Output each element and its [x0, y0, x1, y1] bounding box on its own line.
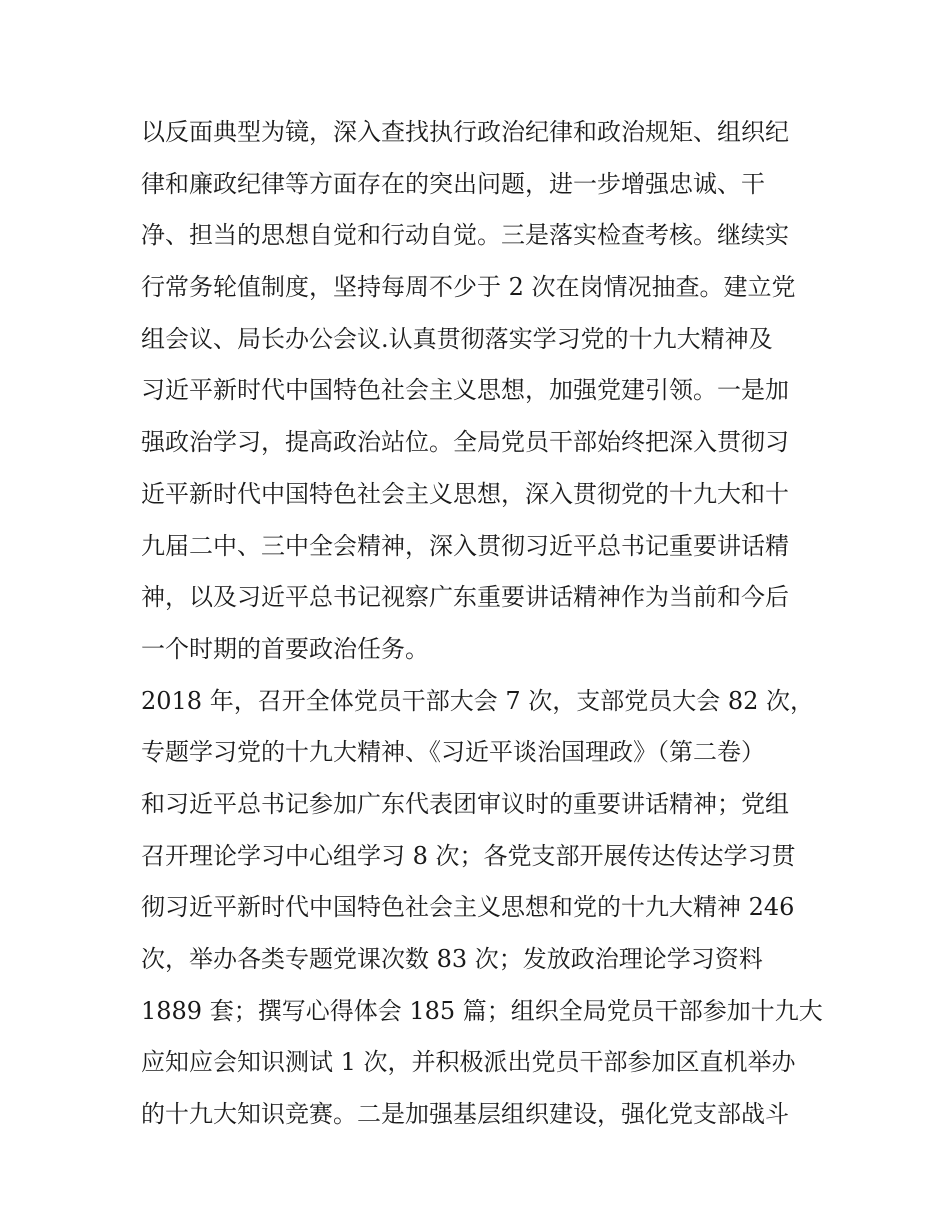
text-line: 次，举办各类专题党课次数 83 次；发放政治理论学习资料 — [141, 945, 763, 973]
text-line: 组会议、局长办公会议.认真贯彻落实学习党的十九大精神及 — [141, 324, 773, 353]
text-line: 的十九大知识竞赛。二是加强基层组织建设，强化党支部战斗 — [141, 1100, 789, 1129]
text-line: 2018 年，召开全体党员干部大会 7 次，支部党员大会 82 次， — [141, 686, 815, 715]
text-line: 和习近平总书记参加广东代表团审议时的重要讲话精神；党组 — [141, 789, 789, 818]
text-line: 神，以及习近平总书记视察广东重要讲话精神作为当前和今后 — [141, 583, 789, 612]
text-line: 召开理论学习中心组学习 8 次；各党支部开展传达传达学习贯 — [141, 841, 796, 870]
text-line: 近平新时代中国特色社会主义思想，深入贯彻党的十九大和十 — [141, 479, 789, 508]
text-line: 净、担当的思想自觉和行动自觉。三是落实检查考核。继续实 — [141, 221, 789, 250]
body-text — [141, 107, 821, 1141]
text-line: 一个时期的首要政治任务。 — [141, 634, 429, 663]
text-line: 律和廉政纪律等方面存在的突出问题，进一步增强忠诚、干 — [141, 169, 765, 198]
text-line: 行常务轮值制度，坚持每周不少于 2 次在岗情况抽查。建立党 — [141, 273, 796, 302]
text-line: 彻习近平新时代中国特色社会主义思想和党的十九大精神 246 — [141, 893, 795, 922]
text-line: 以反面典型为镜，深入查找执行政治纪律和政治规矩、组织纪 — [141, 118, 789, 146]
text-line: 专题学习党的十九大精神、《习近平谈治国理政》（第二卷） — [141, 738, 765, 767]
text-line: 九届二中、三中全会精神，深入贯彻习近平总书记重要讲话精 — [141, 531, 789, 560]
text-line: 强政治学习，提高政治站位。全局党员干部始终把深入贯彻习 — [141, 428, 789, 457]
text-line: 应知应会知识测试 1 次，并积极派出党员干部参加区直机举办 — [141, 1048, 796, 1077]
text-line: 习近平新时代中国特色社会主义思想，加强党建引领。一是加 — [141, 376, 789, 405]
text-line: 1889 套；撰写心得体会 185 篇；组织全局党员干部参加十九大 — [141, 996, 823, 1025]
